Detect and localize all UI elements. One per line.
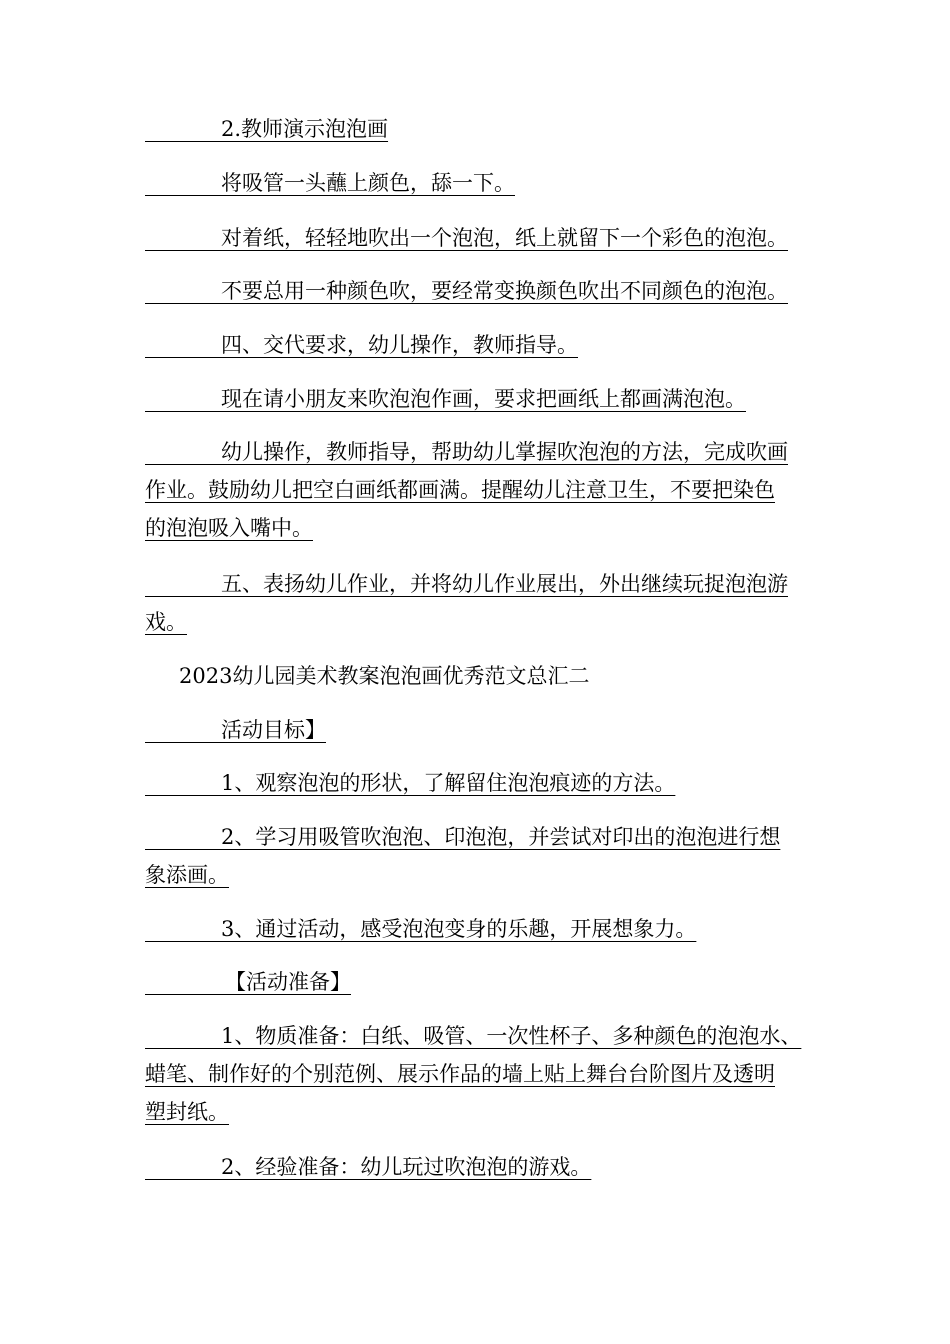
paragraph-line: 1、物质准备：白纸、吸管、一次性杯子、多种颜色的泡泡水、	[221, 1024, 802, 1048]
paragraph-blow-bubble	[145, 219, 817, 257]
paragraph-experience-prep	[145, 1148, 817, 1186]
paragraph-line: 塑封纸。	[145, 1100, 229, 1124]
paragraph-line: 2、经验准备：幼儿玩过吹泡泡的游戏。	[221, 1155, 592, 1179]
paragraph-step-four	[145, 326, 817, 364]
paragraph-line: 戏。	[145, 610, 187, 634]
paragraph-line: 【活动准备】	[225, 970, 351, 994]
paragraph-line: 五、表扬幼儿作业，并将幼儿作业展出，外出继续玩捉泡泡游	[221, 572, 788, 596]
paragraph-line: 现在请小朋友来吹泡泡作画，要求把画纸上都画满泡泡。	[221, 387, 746, 411]
paragraph-goal-one	[145, 764, 817, 802]
paragraph-goal-three	[145, 910, 817, 948]
paragraph-line: 蜡笔、制作好的个别范例、展示作品的墙上贴上舞台台阶图片及透明	[145, 1062, 775, 1086]
heading-activity-preparation	[145, 963, 817, 1001]
paragraph-line: 1、观察泡泡的形状，了解留住泡泡痕迹的方法。	[221, 771, 676, 795]
paragraph-material-prep	[145, 1017, 817, 1131]
paragraph-children-operate	[145, 433, 817, 547]
section-title-text: 2023幼儿园美术教案泡泡画优秀范文总汇二	[179, 664, 590, 688]
paragraph-line: 幼儿操作，教师指导，帮助幼儿掌握吹泡泡的方法，完成吹画	[221, 440, 788, 464]
paragraph-line: 2、学习用吸管吹泡泡、印泡泡，并尝试对印出的泡泡进行想	[221, 825, 781, 849]
paragraph-line: 象添画。	[145, 863, 229, 887]
paragraph-children-paint	[145, 380, 817, 418]
paragraph-line: 3、通过活动，感受泡泡变身的乐趣，开展想象力。	[221, 917, 697, 941]
paragraph-teacher-demo	[145, 110, 817, 148]
paragraph-line: 作业。鼓励幼儿把空白画纸都画满。提醒幼儿注意卫生，不要把染色	[145, 478, 775, 502]
paragraph-goal-two	[145, 818, 817, 894]
paragraph-change-colors	[145, 272, 817, 310]
paragraph-dip-straw	[145, 164, 817, 202]
paragraph-line: 将吸管一头蘸上颜色，舔一下。	[221, 171, 515, 195]
paragraph-line: 四、交代要求，幼儿操作，教师指导。	[221, 333, 578, 357]
paragraph-line: 活动目标】	[221, 718, 326, 742]
paragraph-line: 对着纸，轻轻地吹出一个泡泡，纸上就留下一个彩色的泡泡。	[221, 226, 788, 250]
paragraph-step-five	[145, 565, 817, 641]
paragraph-line: 不要总用一种颜色吹，要经常变换颜色吹出不同颜色的泡泡。	[221, 279, 788, 303]
section-title	[145, 657, 817, 695]
heading-activity-goals	[145, 711, 817, 749]
paragraph-line: 2.教师演示泡泡画	[221, 117, 389, 141]
paragraph-line: 的泡泡吸入嘴中。	[145, 516, 313, 540]
